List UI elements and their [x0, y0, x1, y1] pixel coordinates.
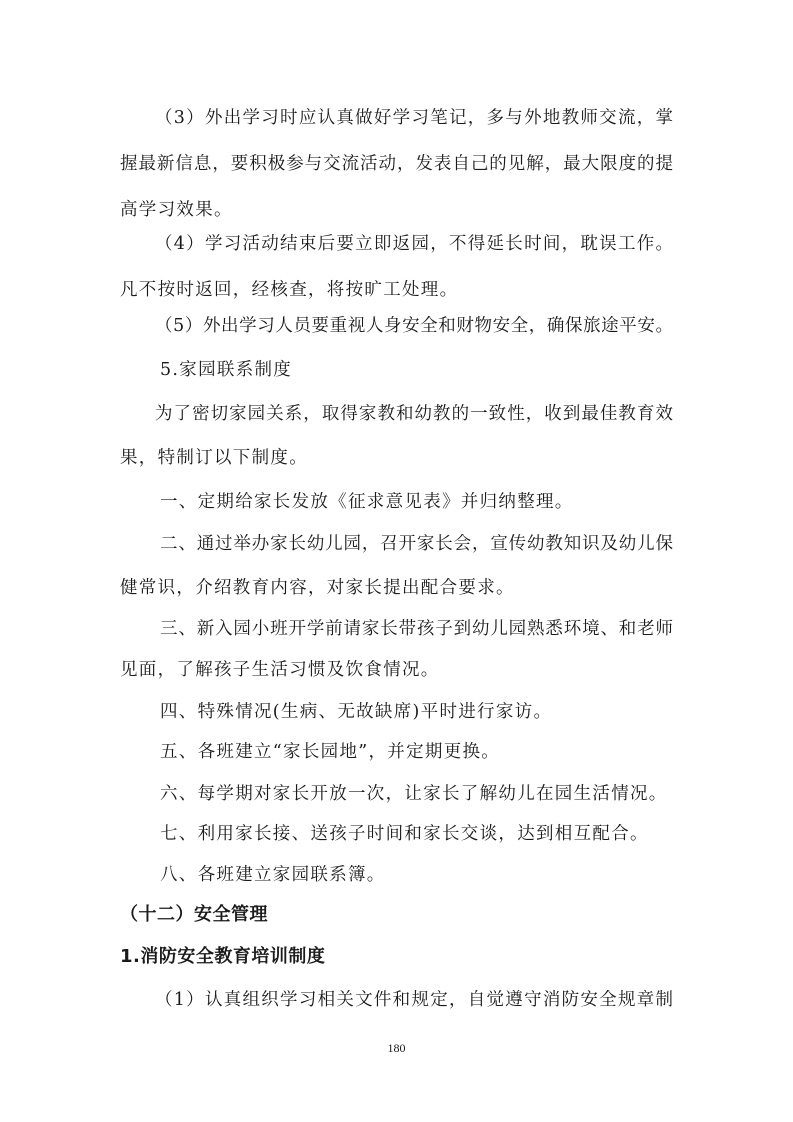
paragraph-3-line-1: （3）外出学习时应认真做好学习笔记，多与外地教师交流，掌	[155, 108, 673, 128]
paragraph-4-line-2: 凡不按时返回，经核查，将按旷工处理。	[120, 280, 459, 300]
paragraph-5-line-1: （5）外出学习人员要重视人身安全和财物安全，确保旅途平安。	[155, 316, 673, 336]
paragraph-4-line-1: （4）学习活动结束后要立即返园，不得延长时间，耽误工作。	[155, 234, 673, 254]
rule-1: 一、定期给家长发放《征求意见表》并归纳整理。	[160, 492, 574, 512]
page-number: 180	[387, 1041, 406, 1055]
fire-training-line-1: （1）认真组织学习相关文件和规定，自觉遵守消防安全规章制	[155, 990, 673, 1010]
rule-2-line-1: 二、通过举办家长幼儿园，召开家长会，宣传幼教知识及幼儿保	[160, 534, 673, 554]
subsection-heading-fire-training: 1.消防安全教育培训制度	[120, 946, 326, 967]
rule-5: 五、各班建立“家长园地”，并定期更换。	[160, 742, 501, 762]
rule-8: 八、各班建立家园联系簿。	[160, 865, 386, 885]
rule-2-line-2: 健常识，介绍教育内容，对家长提出配合要求。	[120, 578, 515, 598]
rule-3-line-1: 三、新入园小班开学前请家长带孩子到幼儿园熟悉环境、和老师	[160, 619, 673, 639]
rule-6: 六、每学期对家长开放一次，让家长了解幼儿在园生活情况。	[160, 784, 668, 804]
intro-line-2: 果，特制订以下制度。	[120, 448, 308, 468]
intro-line-1: 为了密切家园关系，取得家教和幼教的一致性，收到最佳教育效	[155, 404, 673, 424]
paragraph-3-line-3: 高学习效果。	[120, 200, 233, 220]
section-heading-safety: （十二）安全管理	[120, 904, 268, 925]
rule-4: 四、特殊情况(生病、无故缺席)平时进行家访。	[160, 702, 553, 722]
rule-3-line-2: 见面，了解孩子生活习惯及饮食情况。	[120, 660, 440, 680]
paragraph-3-line-2: 握最新信息，要积极参与交流活动，发表自己的见解，最大限度的提	[120, 154, 673, 174]
section-title-home-school: 5.家园联系制度	[160, 360, 293, 380]
rule-7: 七、利用家长接、送孩子时间和家长交谈，达到相互配合。	[160, 824, 649, 844]
